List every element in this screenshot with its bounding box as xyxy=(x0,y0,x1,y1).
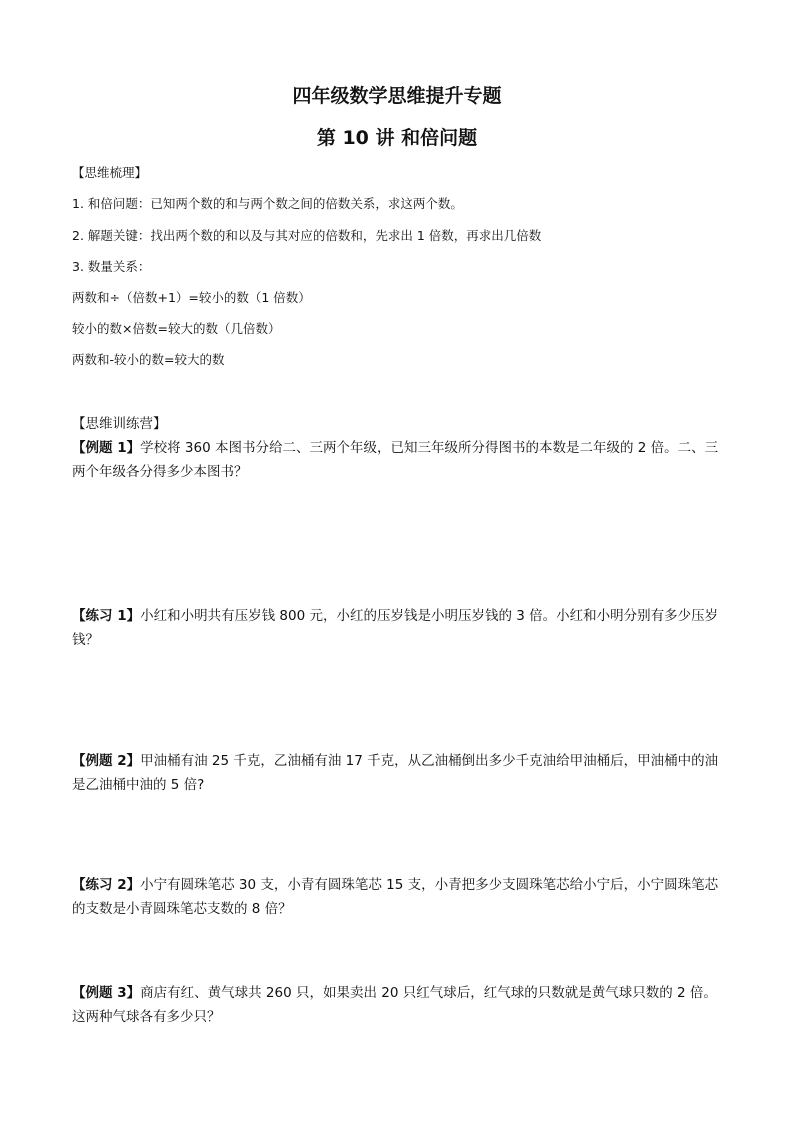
practice-heading: 【思维训练营】 xyxy=(72,416,167,432)
formula-line: 两数和÷（倍数+1）=较小的数（1 倍数） xyxy=(72,290,311,305)
review-heading: 【思维梳理】 xyxy=(72,165,148,180)
problem-text: 商店有红、黄气球共 260 只，如果卖出 20 只红气球后，红气球的只数就是黄气球只数的 2 倍。这两种气球各有多少只？ xyxy=(72,985,717,1025)
problem-tag: 【例题 2】 xyxy=(72,753,141,769)
formula-line: 较小的数×倍数=较大的数（几倍数） xyxy=(72,321,281,336)
problem-tag: 【练习 2】 xyxy=(72,877,141,893)
practice-problem-2 xyxy=(72,873,724,921)
review-line: 3. 数量关系： xyxy=(72,259,151,274)
problem-text: 学校将 360 本图书分给二、三两个年级，已知三年级所分得图书的本数是二年级的 2 倍。二、三两个年级各分得多少本图书？ xyxy=(72,440,719,480)
formula-line: 两数和-较小的数=较大的数 xyxy=(72,352,225,367)
lesson-title: 第 10 讲 和倍问题 xyxy=(316,127,478,149)
example-problem-1 xyxy=(72,436,724,484)
example-problem-3 xyxy=(72,981,724,1029)
document-title: 四年级数学思维提升专题 xyxy=(292,85,502,107)
problem-tag: 【练习 1】 xyxy=(72,608,141,624)
problem-text: 小红和小明共有压岁钱 800 元，小红的压岁钱是小明压岁钱的 3 倍。小红和小明分别有多少压岁钱？ xyxy=(72,608,719,648)
example-problem-2 xyxy=(72,749,724,797)
practice-problem-1 xyxy=(72,604,724,652)
problem-text: 甲油桶有油 25 千克，乙油桶有油 17 千克，从乙油桶倒出多少千克油给甲油桶后，甲油桶中的油是乙油桶中油的 5 倍? xyxy=(72,753,719,793)
problem-tag: 【例题 1】 xyxy=(72,440,141,456)
problem-text: 小宁有圆珠笔芯 30 支，小青有圆珠笔芯 15 支，小青把多少支圆珠笔芯给小宁后，小宁圆珠笔芯的支数是小青圆珠笔芯支数的 8 倍？ xyxy=(72,877,719,917)
problem-tag: 【例题 3】 xyxy=(72,985,141,1001)
review-line: 2. 解题关键：找出两个数的和以及与其对应的倍数和，先求出 1 倍数，再求出几倍数 xyxy=(72,228,542,243)
review-line: 1. 和倍问题：已知两个数的和与两个数之间的倍数关系，求这两个数。 xyxy=(72,196,463,211)
